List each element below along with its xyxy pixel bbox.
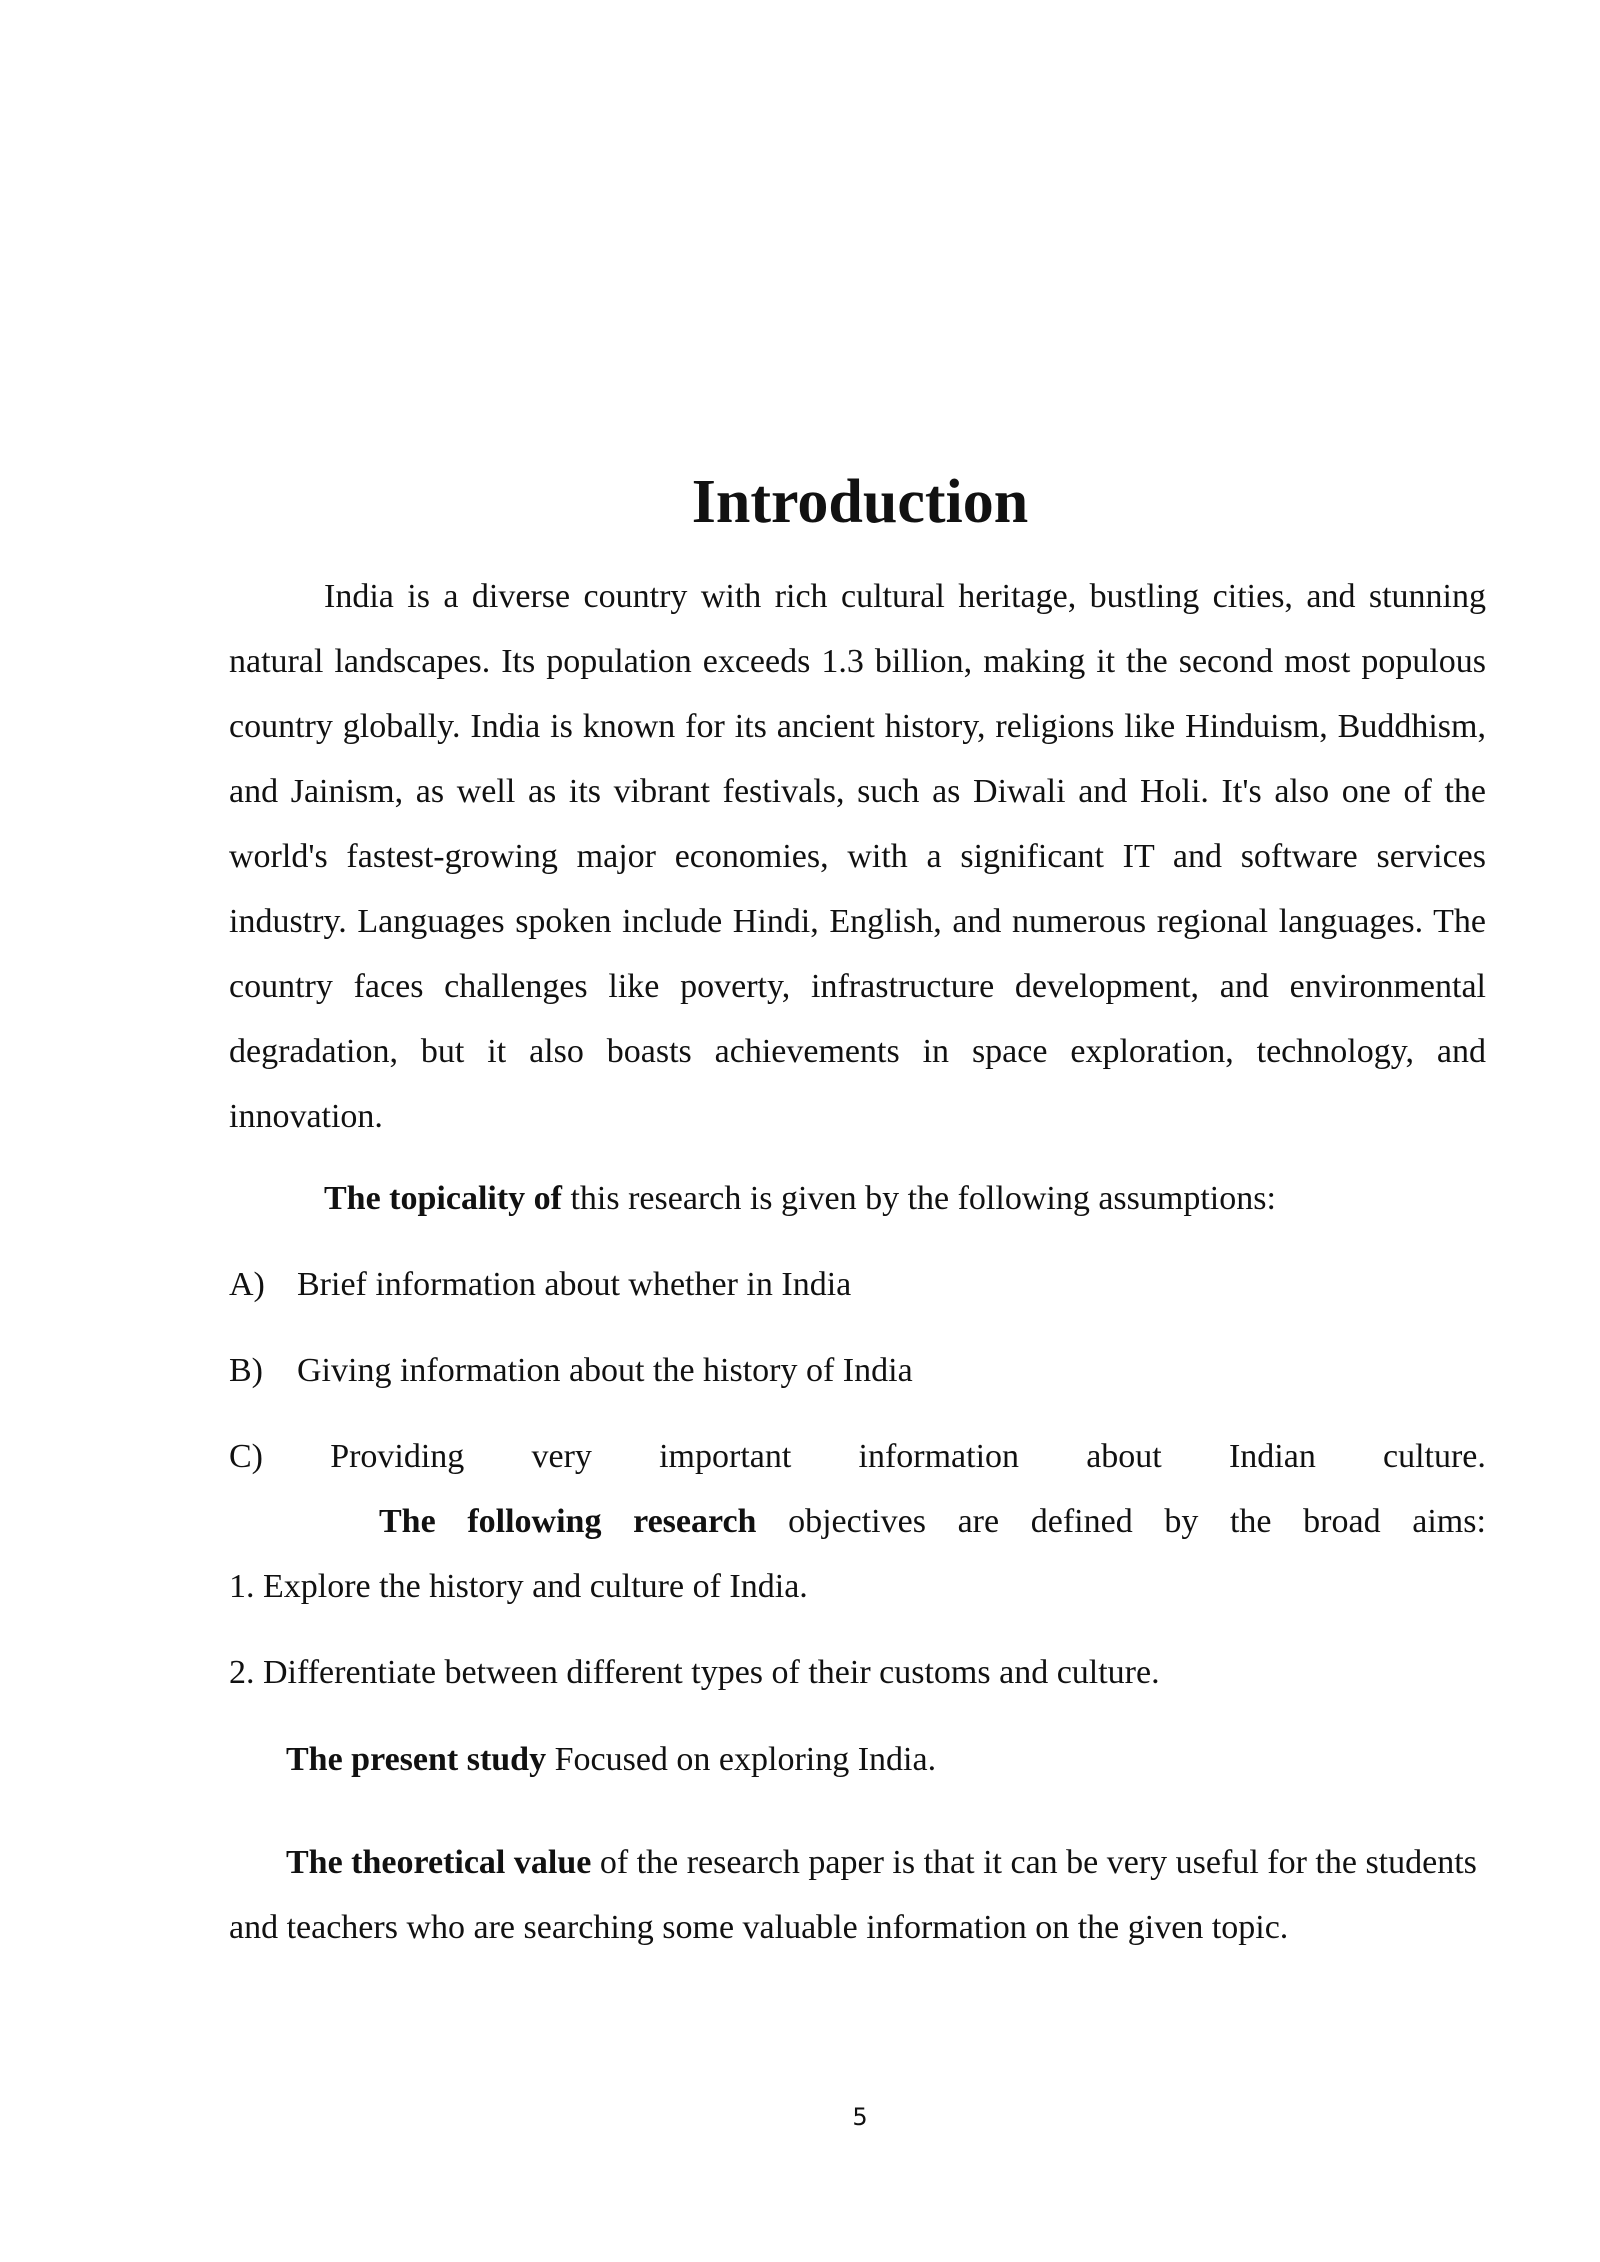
- topicality-statement: [229, 1176, 1486, 1221]
- theoretical-value-paragraph: [229, 1830, 1486, 1960]
- assumption-word: Indian: [1228, 1438, 1316, 1475]
- assumption-label: B): [229, 1352, 263, 1389]
- assumption-a: [229, 1262, 1486, 1307]
- objectives-word: defined: [1030, 1503, 1133, 1540]
- present-study-bold-label: The present study: [286, 1741, 547, 1778]
- assumption-label: A): [229, 1266, 265, 1303]
- assumption-b: [229, 1348, 1486, 1393]
- objectives-bold-word: research: [633, 1503, 757, 1540]
- objectives-word: objectives: [788, 1503, 926, 1540]
- objectives-word: are: [957, 1503, 1000, 1540]
- assumption-word: information: [858, 1438, 1020, 1475]
- assumption-label: C): [229, 1438, 263, 1475]
- assumption-word: important: [659, 1438, 792, 1475]
- assumption-c: [229, 1434, 1486, 1479]
- page-title: Introduction: [691, 468, 1029, 536]
- objectives-word: aims:: [1412, 1503, 1486, 1540]
- objectives-word: the: [1229, 1503, 1272, 1540]
- objectives-bold-word: following: [467, 1503, 602, 1540]
- theoretical-value-indent: [229, 1844, 286, 1881]
- topicality-text: this research is given by the following assumptions:: [561, 1180, 1276, 1217]
- assumption-text: Giving information about the history of India: [297, 1352, 913, 1389]
- objective-item: 2. Differentiate between different types of their customs and culture.: [229, 1654, 1160, 1691]
- present-study-statement: [229, 1737, 1486, 1782]
- assumption-word: culture.: [1383, 1438, 1486, 1475]
- objectives-bold-word: The: [379, 1503, 436, 1540]
- theoretical-value-bold-label: The theoretical value: [286, 1844, 592, 1881]
- objectives-word: broad: [1303, 1503, 1381, 1540]
- assumption-word: about: [1086, 1438, 1162, 1475]
- page-number: 5: [852, 2103, 868, 2131]
- objectives-word: by: [1164, 1503, 1199, 1540]
- present-study-text: Focused on exploring India.: [546, 1741, 937, 1778]
- intro-paragraph: India is a diverse country with rich cultural heritage, bustling cities, and stunning natural landscapes. Its population exceeds 1.3 billion, making it the second most populous country globally. India is known for its ancient history, religions like Hinduism, Buddhism, and Jainism, as well as its vibrant festivals, such as Diwali and Holi. It's also one of the world's fastest-growing major economies, with a significant IT and software services industry. Languages spoken include Hindi, English, and numerous regional languages. The country faces challenges like poverty, infrastructure development, and environmental degradation, but it also boasts achievements in space exploration, technology, and innovation.: [229, 578, 1486, 1135]
- assumption-word: very: [531, 1438, 592, 1475]
- topicality-bold-label: The topicality of: [324, 1180, 562, 1217]
- assumption-word: Providing: [330, 1438, 465, 1475]
- objectives-intro: [229, 1499, 1486, 1544]
- objective-item: 1. Explore the history and culture of India.: [229, 1568, 808, 1605]
- theoretical-value-text: of the research paper is that it can be very useful for the students and teachers who are searching some valuable information on the given topic.: [229, 1844, 1477, 1946]
- assumption-text: Brief information about whether in India: [297, 1266, 852, 1303]
